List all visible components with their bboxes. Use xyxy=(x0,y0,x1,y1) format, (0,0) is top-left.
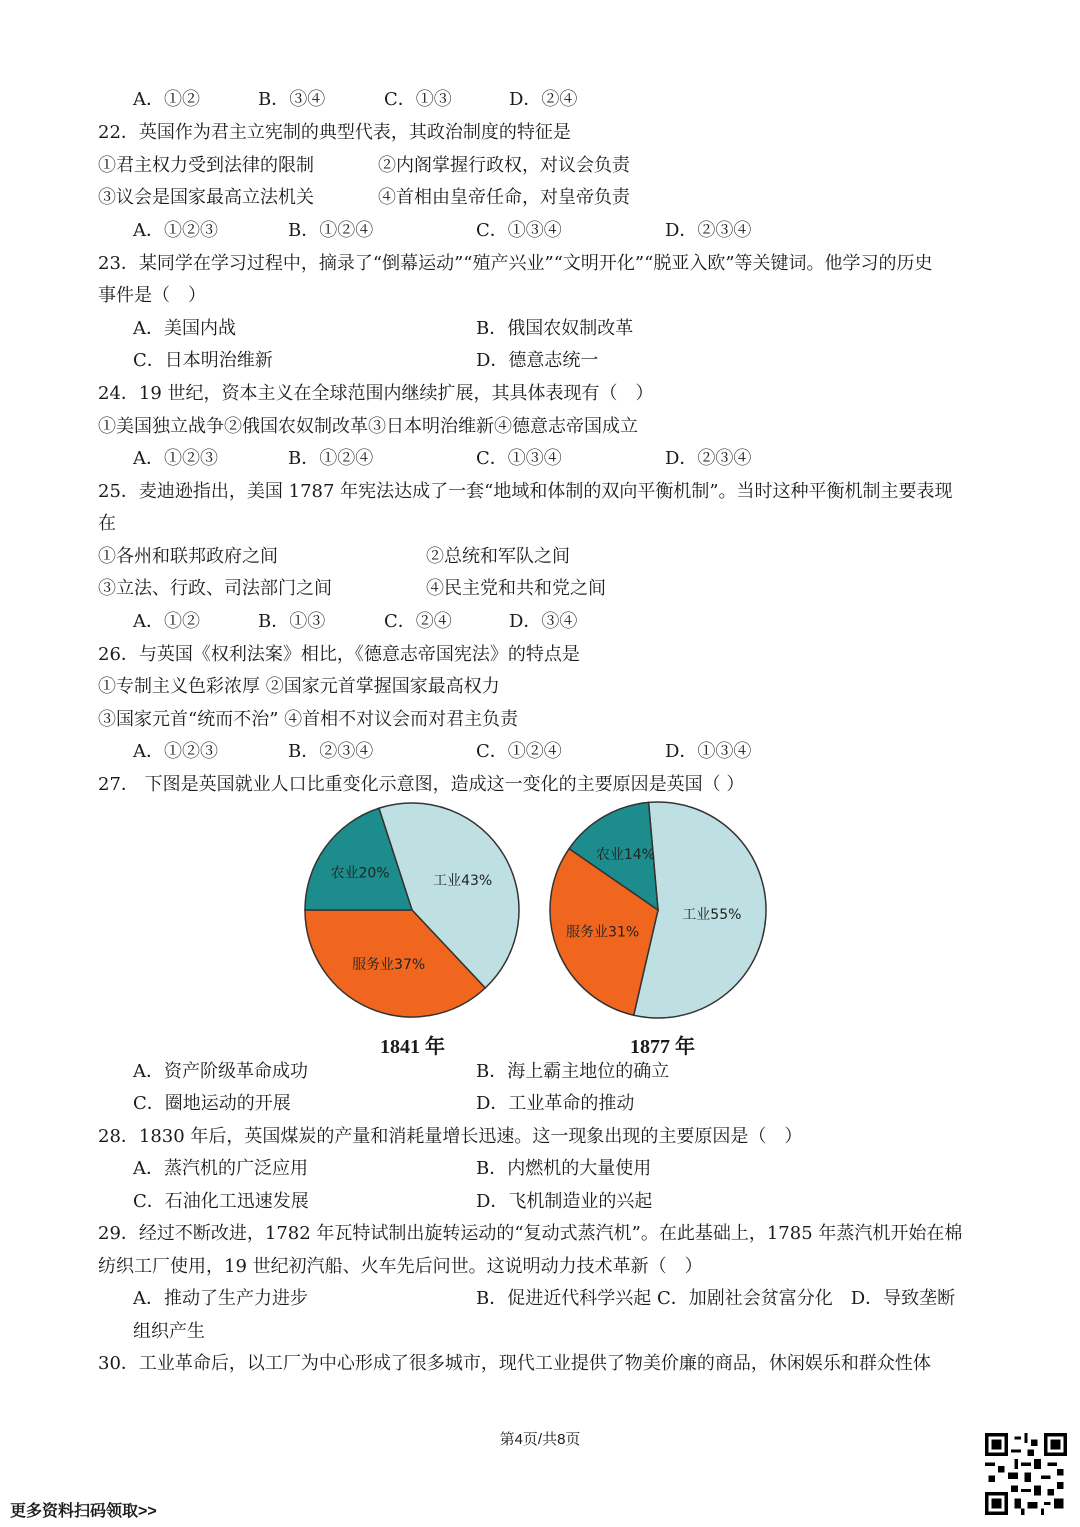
q22-stem: 22．英国作为君主立宪制的典型代表，其政治制度的特征是 xyxy=(98,122,571,143)
q28-option-b: B．内燃机的大量使用 xyxy=(476,1158,652,1179)
q29-stem-line2: 纺织工厂使用，19 世纪初汽船、火车先后问世。这说明动力技术革新（ ） xyxy=(98,1256,703,1277)
q28-option-a: A．蒸汽机的广泛应用 xyxy=(133,1158,308,1179)
q25-option-c: C．②④ xyxy=(384,611,452,632)
q23-option-b: B．俄国农奴制改革 xyxy=(476,318,634,339)
q24-option-a: A．①②③ xyxy=(133,448,218,469)
q25-item-1: ①各州和联邦政府之间 xyxy=(98,546,278,567)
pie-label-industry: 工业43% xyxy=(433,873,493,890)
pie-1841-title: 1841 年 xyxy=(380,1036,445,1058)
q29-option-a: A．推动了生产力进步 xyxy=(133,1288,308,1309)
q25-item-4: ④民主党和共和党之间 xyxy=(426,578,606,599)
q26-items-line1: ①专制主义色彩浓厚 ②国家元首掌握国家最高权力 xyxy=(98,676,500,697)
q21-option-a: A．①② xyxy=(133,89,200,110)
q27-option-c: C．圈地运动的开展 xyxy=(133,1093,291,1114)
q21-option-b: B．③④ xyxy=(258,89,326,110)
q23-option-c: C．日本明治维新 xyxy=(133,350,273,371)
q26-option-b: B．②③④ xyxy=(288,741,374,762)
q27-option-d: D．工业革命的推动 xyxy=(476,1093,635,1114)
q27-option-a: A．资产阶级革命成功 xyxy=(133,1061,308,1082)
q22-option-b: B．①②④ xyxy=(288,220,374,241)
q28-option-c: C．石油化工迅速发展 xyxy=(133,1191,309,1212)
q21-option-d: D．②④ xyxy=(509,89,578,110)
q25-option-b: B．①③ xyxy=(258,611,326,632)
q27-option-b: B．海上霸主地位的确立 xyxy=(476,1061,670,1082)
q22-option-a: A．①②③ xyxy=(133,220,218,241)
q22-item-1: ①君主权力受到法律的限制 xyxy=(98,155,314,176)
q24-items: ①美国独立战争②俄国农奴制改革③日本明治维新④德意志帝国成立 xyxy=(98,416,638,437)
q29-stem-line1: 29．经过不断改进，1782 年瓦特试制出旋转运动的“复动式蒸汽机”。在此基础上，1785 年蒸汽机开始在棉 xyxy=(98,1223,963,1244)
q24-option-b: B．①②④ xyxy=(288,448,374,469)
q25-stem-line1: 25．麦迪逊指出，美国 1787 年宪法达成了一套“地域和体制的双向平衡机制”。当时这种平衡机制主要表现 xyxy=(98,481,953,502)
q28-stem: 28．1830 年后，英国煤炭的产量和消耗量增长迅速。这一现象出现的主要原因是（ ） xyxy=(98,1126,803,1147)
qr-code-icon[interactable] xyxy=(985,1433,1067,1515)
q23-option-d: D．德意志统一 xyxy=(476,350,599,371)
q25-option-d: D．③④ xyxy=(509,611,578,632)
q23-stem-line1: 23．某同学在学习过程中，摘录了“倒幕运动”“殖产兴业”“文明开化”“脱亚入欧”等关键词。他学习的历史 xyxy=(98,253,933,274)
q27-stem: 27． 下图是英国就业人口比重变化示意图，造成这一变化的主要原因是英国（ ） xyxy=(98,774,745,795)
pie-label-service: 服务业31% xyxy=(566,924,640,941)
q29-option-d-continued: 组织产生 xyxy=(133,1321,205,1342)
q22-item-4: ④首相由皇帝任命，对皇帝负责 xyxy=(378,187,630,208)
pie-label-agriculture: 农业14% xyxy=(595,846,655,863)
q21-option-c: C．①③ xyxy=(384,89,452,110)
pie-chart-1877 xyxy=(548,795,778,1020)
q25-stem-line2: 在 xyxy=(98,513,116,534)
q22-item-2: ②内阁掌握行政权，对议会负责 xyxy=(378,155,630,176)
q23-option-a: A．美国内战 xyxy=(133,318,236,339)
q22-item-3: ③议会是国家最高立法机关 xyxy=(98,187,314,208)
q23-stem-line2: 事件是（ ） xyxy=(98,285,206,306)
pie-label-industry: 工业55% xyxy=(682,906,742,923)
q22-option-c: C．①③④ xyxy=(476,220,562,241)
more-resources-link[interactable]: 更多资料扫码领取>> xyxy=(10,1503,157,1520)
pie-chart-1841 xyxy=(300,800,530,1025)
q26-option-d: D．①③④ xyxy=(665,741,752,762)
q24-stem: 24．19 世纪，资本主义在全球范围内继续扩展，其具体表现有（ ） xyxy=(98,383,654,404)
q28-option-d: D．飞机制造业的兴起 xyxy=(476,1191,653,1212)
pie-label-service: 服务业37% xyxy=(352,957,426,974)
page-number: 第4页/共8页 xyxy=(499,1431,581,1448)
q26-option-c: C．①②④ xyxy=(476,741,562,762)
q25-option-a: A．①② xyxy=(133,611,200,632)
q30-stem-line1: 30．工业革命后，以工厂为中心形成了很多城市，现代工业提供了物美价廉的商品，休闲娱乐和群众性体 xyxy=(98,1353,931,1374)
q26-items-line2: ③国家元首“统而不治” ④首相不对议会而对君主负责 xyxy=(98,709,519,730)
q26-stem: 26．与英国《权利法案》相比，《德意志帝国宪法》的特点是 xyxy=(98,644,580,665)
pie-1877-title: 1877 年 xyxy=(630,1036,695,1058)
q24-option-d: D．②③④ xyxy=(665,448,752,469)
pie-label-agriculture: 农业20% xyxy=(330,865,390,882)
q25-item-3: ③立法、行政、司法部门之间 xyxy=(98,578,332,599)
q26-option-a: A．①②③ xyxy=(133,741,218,762)
q25-item-2: ②总统和军队之间 xyxy=(426,546,570,567)
q22-option-d: D．②③④ xyxy=(665,220,752,241)
q24-option-c: C．①③④ xyxy=(476,448,562,469)
q29-options-bcd: B．促进近代科学兴起 C．加剧社会贫富分化 D．导致垄断 xyxy=(476,1288,956,1309)
